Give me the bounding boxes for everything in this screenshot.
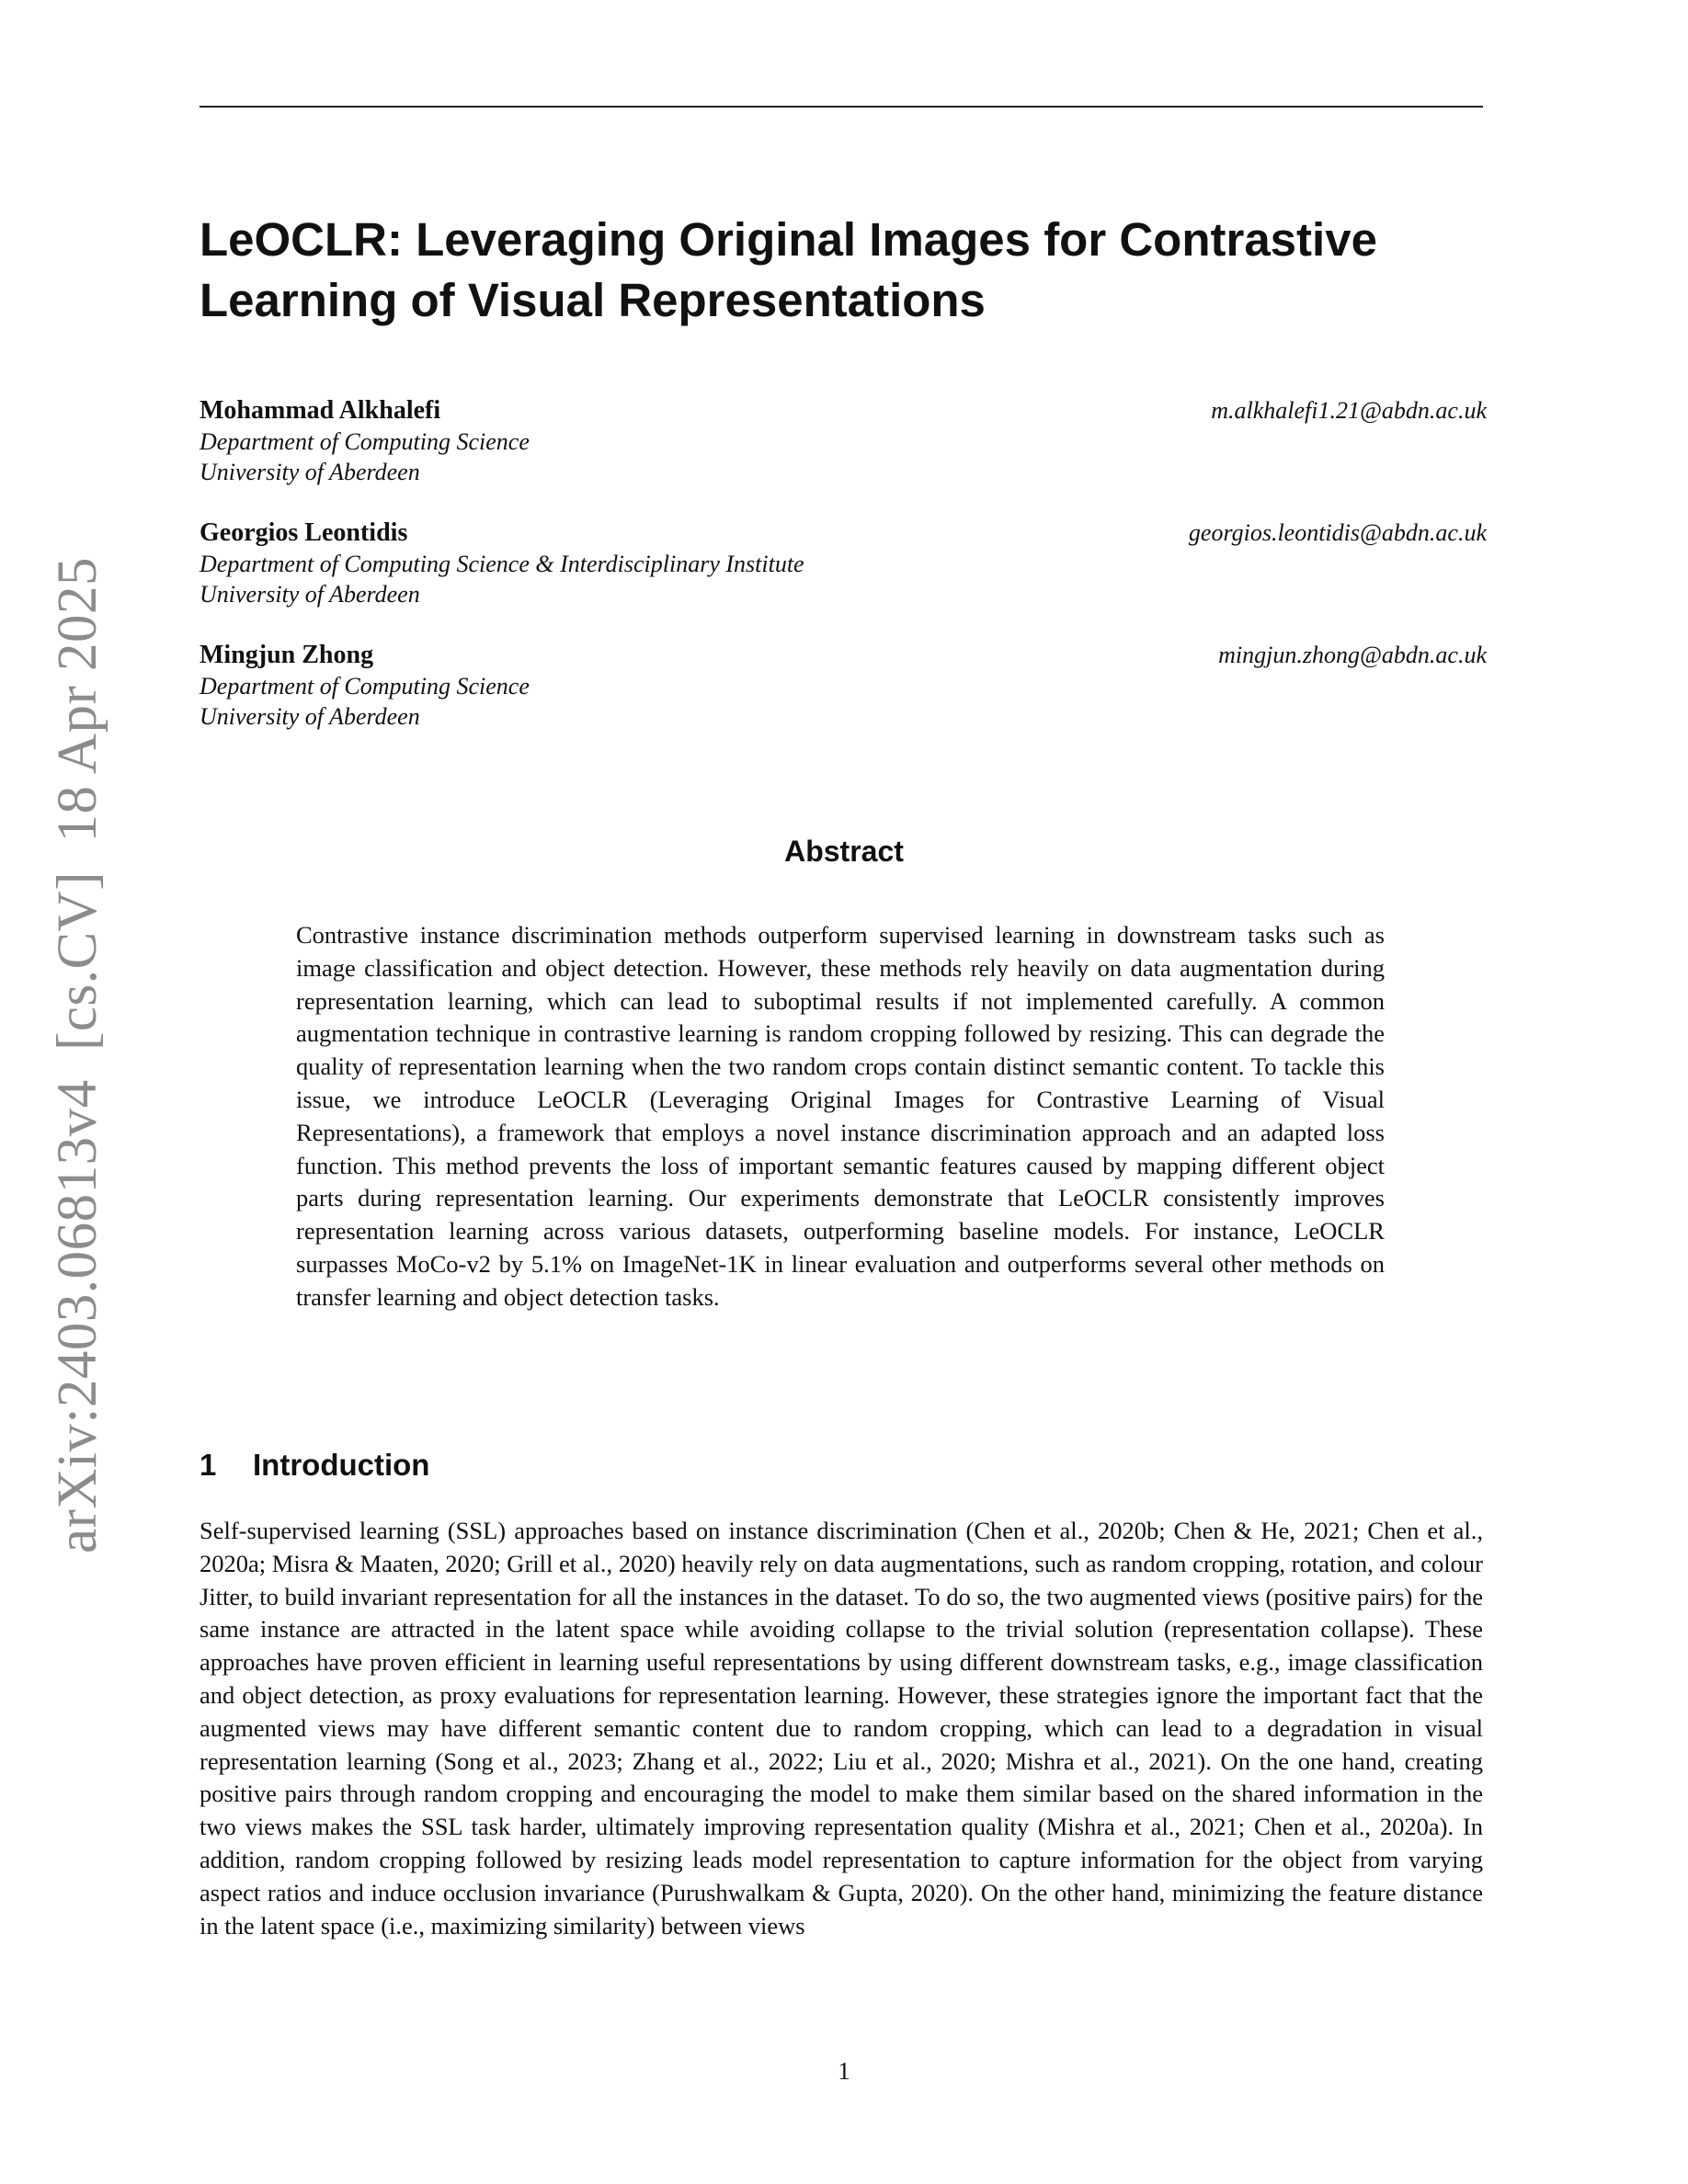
- author-university: University of Aberdeen: [200, 581, 420, 608]
- author-name: Mohammad Alkhalefi: [200, 396, 441, 425]
- author-email[interactable]: m.alkhalefi1.21@abdn.ac.uk: [1211, 397, 1487, 424]
- author-department: Department of Computing Science: [200, 428, 530, 455]
- arxiv-identifier-stamp: arXiv:2403.06813v4 [cs.CV] 18 Apr 2025: [47, 556, 108, 1553]
- author-department: Department of Computing Science & Interdisciplinary Institute: [200, 551, 804, 577]
- author-name: Mingjun Zhong: [200, 641, 374, 669]
- paper-title: LeOCLR: Leveraging Original Images for Contrastive Learning of Visual Representations: [200, 213, 1377, 326]
- header-rule: [200, 106, 1483, 108]
- section-title: Introduction: [253, 1448, 430, 1482]
- author-name: Georgios Leontidis: [200, 518, 408, 547]
- abstract-heading: Abstract: [784, 835, 904, 868]
- page-number: 1: [838, 2057, 850, 2085]
- author-block: [200, 518, 1487, 609]
- author-university: University of Aberdeen: [200, 459, 420, 485]
- section-number: 1: [200, 1448, 217, 1482]
- author-department: Department of Computing Science: [200, 673, 530, 700]
- section-heading-introduction: [200, 1447, 429, 1484]
- author-email[interactable]: georgios.leontidis@abdn.ac.uk: [1188, 519, 1487, 546]
- author-email[interactable]: mingjun.zhong@abdn.ac.uk: [1218, 642, 1487, 668]
- author-block: [200, 395, 1487, 487]
- introduction-text: Self-supervised learning (SSL) approaches based on instance discrimination (Chen et al., 2020b; Chen & He, 2021; Chen et al., 2020a; Misra & Maaten, 2020; Grill et al., 2020) heavily rely on data augmentations, such as random cropping, rotation, and colour Jitter, to build invariant representation for all the instances in the dataset. To do so, the two augmented views (positive pairs) for the same instance are attracted in the latent space while avoiding collapse to the trivial solution (representation collapse). These approaches have proven efficient in learning useful representations by using different downstream tasks, e.g., image classification and object detection, as proxy evaluations for representation learning. However, these strategies ignore the important fact that the augmented views may have different semantic content due to random cropping, which can lead to a degradation in visual representation learning (Song et al., 2023; Zhang et al., 2022; Liu et al., 2020; Mishra et al., 2021). On the one hand, creating positive pairs through random cropping and encouraging the model to make them similar based on the shared information in the two views makes the SSL task harder, ultimately improving representation quality (Mishra et al., 2021; Chen et al., 2020a). In addition, random cropping followed by resizing leads model representation to capture information for the object from varying aspect ratios and induce occlusion invariance (Purushwalkam & Gupta, 2020). On the other hand, minimizing the feature distance in the latent space (i.e., maximizing similarity) between views: [200, 1517, 1483, 1939]
- abstract-text: Contrastive instance discrimination methods outperform supervised learning in downstream tasks such as image classification and object detection. However, these methods rely heavily on data augmentation during representation learning, which can lead to suboptimal results if not implemented carefully. A common augmentation technique in contrastive learning is random cropping followed by resizing. This can degrade the quality of representation learning when the two random crops contain distinct semantic content. To tackle this issue, we introduce LeOCLR (Leveraging Original Images for Contrastive Learning of Visual Representations), a framework that employs a novel instance discrimination approach and an adapted loss function. This method prevents the loss of important semantic features caused by mapping different object parts during representation learning. Our experiments demonstrate that LeOCLR consistently improves representation learning across various datasets, outperforming baseline models. For instance, LeOCLR surpasses MoCo-v2 by 5.1% on ImageNet-1K in linear evaluation and outperforms several other methods on transfer learning and object detection tasks.: [296, 921, 1385, 1311]
- author-block: [200, 640, 1487, 732]
- author-university: University of Aberdeen: [200, 703, 420, 730]
